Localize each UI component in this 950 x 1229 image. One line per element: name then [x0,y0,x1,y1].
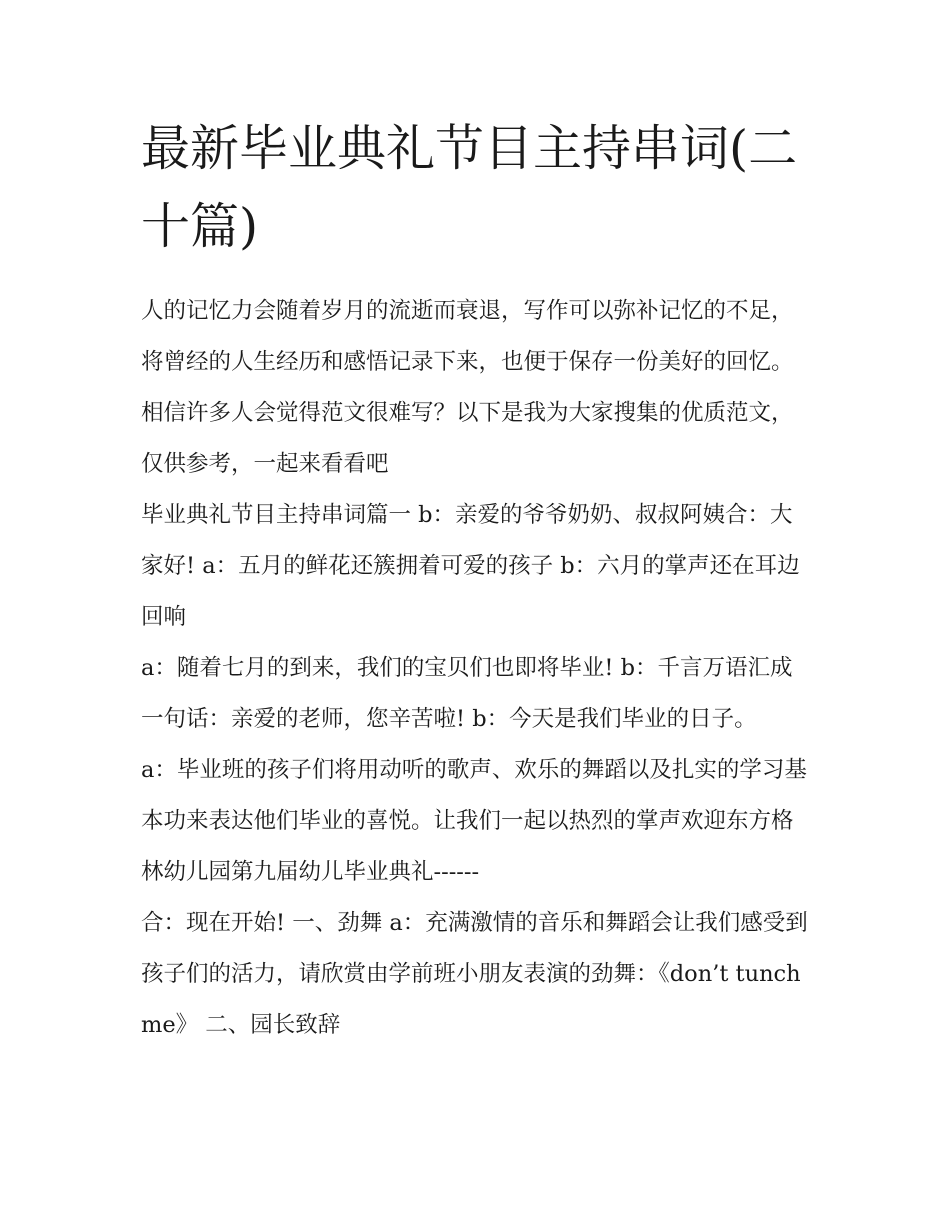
paragraph-intro: 人的记忆力会随着岁月的流逝而衰退，写作可以弥补记忆的不足，将曾经的人生经历和感悟记录下来，也便于保存一份美好的回忆。相信许多人会觉得范文很难写？以下是我为大家搜集的优质范文，仅供参考，一起来看看吧 [141,298,794,477]
document-content [141,110,813,1051]
paragraph-july: a：随着七月的到来，我们的宝贝们也即将毕业! b：千言万语汇成一句话：亲爱的老师，您辛苦啦! b：今天是我们毕业的日子。 [141,655,793,732]
paragraph-ceremony: a：毕业班的孩子们将用动听的歌声、欢乐的舞蹈以及扎实的学习基本功来表达他们毕业的喜悦。让我们一起以热烈的掌声欢迎东方格林幼儿园第九届幼儿毕业典礼------ [141,757,807,885]
document-body [141,286,813,1051]
paragraph-opening: 毕业典礼节目主持串词篇一 b：亲爱的爷爷奶奶、叔叔阿姨合：大家好! a：五月的鲜花还簇拥着可爱的孩子 b：六月的掌声还在耳边回响 [141,502,800,630]
document-title: 最新毕业典礼节目主持串词(二十篇) [141,120,798,255]
paragraph-program: 合：现在开始! 一、劲舞 a：充满激情的音乐和舞蹈会让我们感受到孩子们的活力，请欣赏由学前班小朋友表演的劲舞：《don’t tunch me》 二、园长致辞 [141,910,808,1038]
